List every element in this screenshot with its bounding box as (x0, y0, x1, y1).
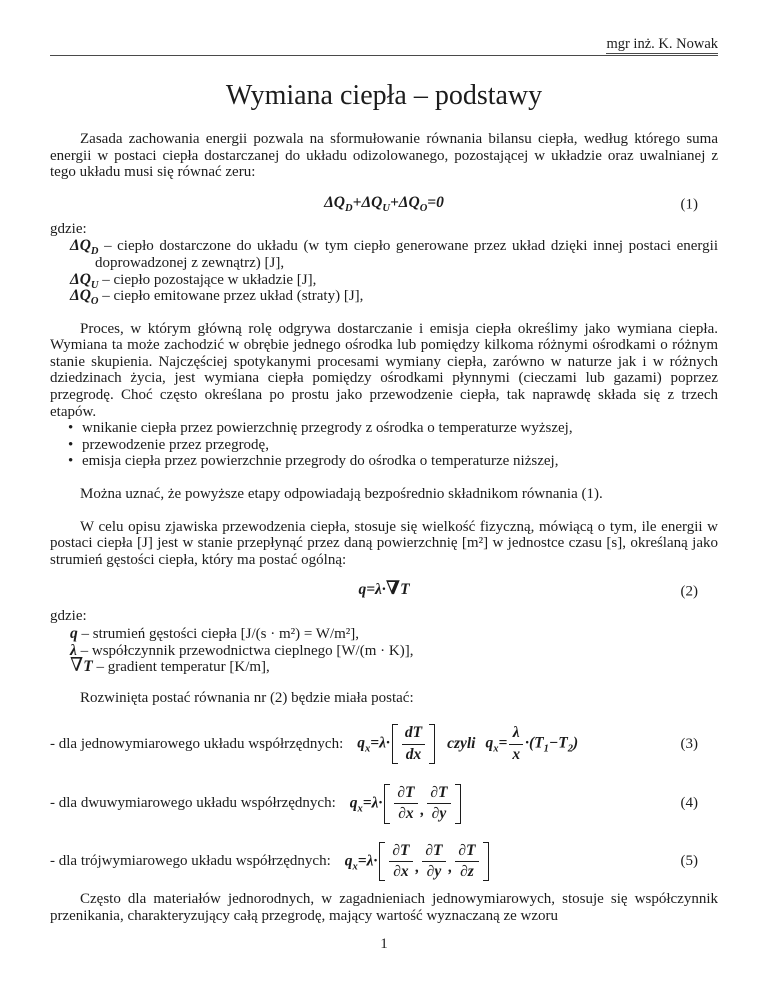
symbol-delta-qd: $\Delta Q_D$ (70, 237, 99, 258)
definition-q (50, 626, 718, 643)
definition-gradient (50, 655, 718, 677)
equation-3-label: - dla jednowymiarowego układu współrzędnych: (50, 735, 344, 752)
bullet-text-3: emisja ciepła przez powierzchnie przegrody do ośrodka o temperaturze niższej, (82, 453, 559, 470)
symbol-q: q (70, 625, 78, 643)
equation-2-body: q=λ·∇T (358, 578, 410, 600)
definition-qd (50, 238, 718, 271)
equation-4-number: (4) (680, 795, 698, 812)
bullet-item-3 (50, 453, 718, 470)
definition-list-1 (50, 237, 718, 308)
symbol-delta-qu: $\Delta Q_U$ (70, 270, 99, 291)
document-title: Wymiana ciepła – podstawy (225, 79, 543, 111)
flux-intro-paragraph: W celu opisu zjawiska przewodzenia ciepła, stosuje się wielkość fizyczną, mówiącą o tym, ile energii w postaci ciepła [J] jest w stanie przepłynąć przez daną powierzchnię [m²] w jednostce czasu [s], określaną jako strumień gęstości ciepła, który ma postać ogólną: (50, 518, 718, 568)
bullet-marker: • (68, 436, 74, 453)
definition-list-2 (50, 626, 718, 676)
czyli-word: czyli (447, 734, 476, 752)
equation-5-number: (5) (680, 853, 698, 869)
intro-paragraph: Zasada zachowania energii pozwala na sformułowanie równania bilansu ciepła, według którego suma energii w postaci ciepła dostarczanej do układu odizolowanego, pozostającej w układzie oraz uwalnianej z tego układu musi się równać zeru: (50, 130, 718, 181)
equation-1 (50, 195, 718, 215)
bullet-text-2: przewodzenie przez przegrodę, (82, 436, 269, 453)
equation-1-number: (1) (680, 196, 698, 213)
rozw-paragraph: Rozwinięta postać równania nr (2) będzie miała postać: (80, 689, 414, 706)
equation-4 (50, 784, 718, 824)
equation-5-label: - dla trójwymiarowego układu współrzędnych: (50, 853, 331, 869)
symbol-lambda: λ (70, 641, 77, 659)
gdzie-label-1: gdzie: (50, 220, 87, 237)
definition-lambda-text: – współczynnik przewodnictwa cieplnego [W/(m · K)], (76, 642, 414, 659)
bullet-item-1 (50, 420, 718, 437)
outro-paragraph: Często dla materiałów jednorodnych, w zagadnieniach jednowymiarowych, stosuje się współczynnik przenikania, charakteryzujący całą przegrodę, mający wartość wyznaczaną ze wzoru (50, 891, 718, 924)
bullet-item-2 (50, 437, 718, 454)
equation-3 (50, 724, 718, 764)
equation-3-body: $q_x=\lambda\cdot$ dT dx czyli $q_x=$ $\frac{\lambda}{x}$ $\cdot(T_1-T_2)$ (357, 724, 579, 763)
bullet-text-1: wnikanie ciepła przez powierzchnię przegrody z ośrodka o temperaturze wyższej, (82, 420, 573, 437)
page-number: 1 (380, 936, 388, 953)
author-name: mgr inż. K. Nowak (606, 36, 718, 52)
definition-gradient-text: – gradient temperatur [K/m], (92, 659, 270, 676)
symbol-delta-qo: $\Delta Q_O$ (70, 287, 99, 308)
definition-qu (50, 272, 718, 289)
definition-qo (50, 287, 718, 308)
process-paragraph: Proces, w którym główną rolę odgrywa dostarczanie i emisja ciepła określimy jako wymiana ciepła. Wymiana ta może zachodzić w obrębie jednego ośrodka lub pomiędzy kilkoma różnymi ośrodkami o różnym stanie skupienia. Najczęściej spotykanymi procesami wymiany ciepła, zarówno w naturze jak i w różnych dziedzinach życia, jest wymiana ciepła pomiędzy ośrodkami płynnymi (cieczami lub gazami) poprzez przegrodę. Choć często określana po prostu jako przewodzenie ciepła, tak naprawdę składa się z trzech etapów. (50, 320, 718, 420)
equation-4-label: - dla dwuwymiarowego układu współrzędnych: (50, 795, 336, 812)
definition-lambda (50, 643, 718, 660)
symbol-t: T (83, 658, 93, 676)
equation-2-number: (2) (680, 584, 698, 601)
bullet-list (50, 420, 718, 470)
definition-q-text: – strumień gęstości ciepła [J/(s · m²) = W/m²], (77, 626, 360, 643)
nabla-icon: ∇ (70, 655, 84, 677)
equation-4-body: $q_x=\lambda\cdot$ ∂T ∂x , ∂T ∂y (350, 784, 463, 824)
equation-5-body: $q_x=\lambda\cdot$ ∂T ∂x , ∂T ∂y , ∂T ∂z (345, 842, 491, 882)
nabla-icon: ∇ (385, 578, 401, 600)
definition-qo-text: – ciepło emitowane przez układ (straty) [J], (98, 288, 364, 305)
equation-5 (50, 842, 718, 882)
page-header (50, 0, 718, 56)
equation-3-number: (3) (680, 735, 698, 752)
equation-1-body: $\Delta Q_D+\Delta Q_U+\Delta Q_O=0$ (324, 193, 444, 214)
bullet-marker: • (68, 453, 74, 470)
definition-qu-text: – ciepło pozostające w układzie [J], (98, 271, 317, 288)
definition-qd-text: – ciepło dostarczone do układu (w tym ciepło generowane przez układ dzięki innej postaci energii doprowadzonej z zewnątrz) [J], (95, 238, 718, 271)
bullet-marker: • (68, 420, 74, 437)
gdzie-label-2: gdzie: (50, 608, 87, 625)
mozna-paragraph: Można uznać, że powyższe etapy odpowiadają bezpośrednio składnikom równania (1). (80, 486, 603, 503)
equation-2 (50, 578, 718, 602)
